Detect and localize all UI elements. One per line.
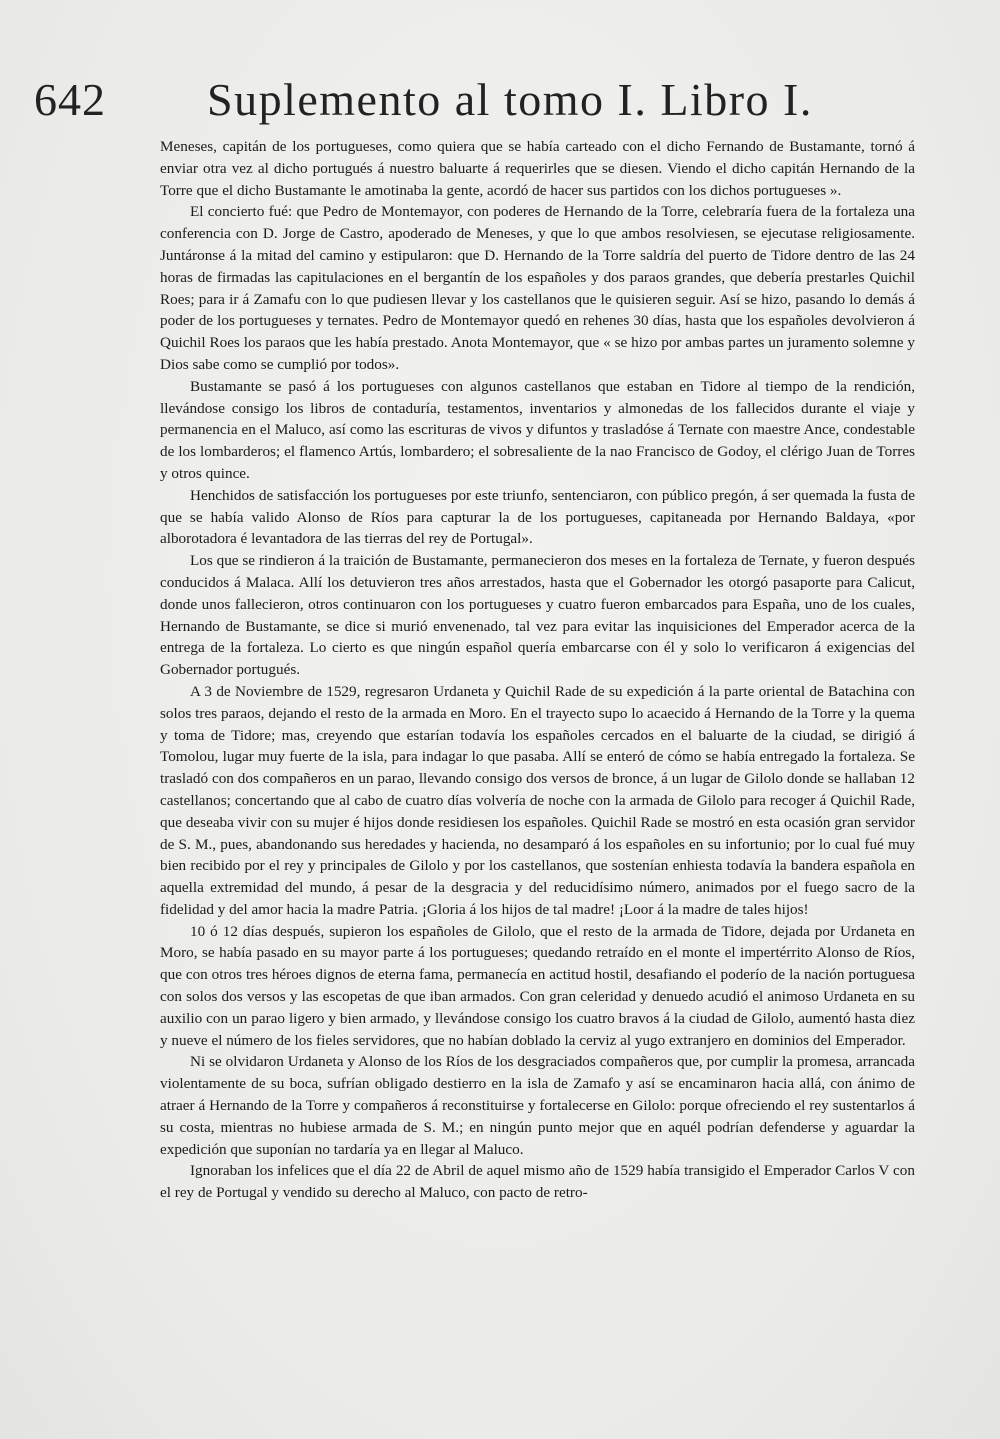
paragraph: El concierto fué: que Pedro de Montemayor, con poderes de Hernando de la Torre, celebraría fuera de la fortaleza una conferencia con D. Jorge de Castro, apoderado de Meneses, y que lo que ambos resolviesen, se ejecutase religiosamente. Juntáronse á la mitad del camino y estipularon: que D. Hernando de la Torre saldría del puerto de Tidore dentro de las 24 horas de firmadas las capitulaciones en el bergantín de los españoles y dos paraos grandes, que debería prestarles Quichil Roes; para ir á Zamafu con lo que pudiesen llevar y los castellanos que le quisieren seguir. Así se hizo, pasando lo demás á poder de los portugueses y ternates. Pedro de Montemayor quedó en rehenes 30 días, hasta que los españoles devolvieron á Quichil Roes los paraos que les había prestado. Anota Montemayor, que « se hizo por ambas partes un juramento solemne y Dios sabe como se cumplió por todos». [160, 203, 915, 373]
page-header [34, 72, 904, 132]
paragraph: 10 ó 12 días después, supieron los españoles de Gilolo, que el resto de la armada de Tidore, dejada por Urdaneta en Moro, se había pasado en su mayor parte á los portugueses; quedando retraído en el monte el impertérrito Alonso de Ríos, que con otros tres héroes dignos de eterna fama, permanecía en actitud hostil, desafiando el poderío de la nación portuguesa con solos dos versos y las escopetas de que iban armados. Con gran celeridad y denuedo acudió el animoso Urdaneta en su auxilio con un parao ligero y bien armado, y llevándose consigo los cuatro bravos á la ciudad de Gilolo, aumentó hasta diez y nueve el número de los fieles servidores, que no habían doblado la cerviz al yugo extranjero en dominios del Emperador. [160, 922, 915, 1049]
paragraph: Los que se rindieron á la traición de Bustamante, permanecieron dos meses en la fortaleza de Ternate, y fueron después conducidos á Malaca. Allí los detuvieron tres años arrestados, hasta que el Gobernador les otorgó pasaporte para Calicut, donde unos fallecieron, otros continuaron con los portugueses y cuatro fueron embarcados para España, uno de los cuales, Hernando de Bustamante, se dice si murió envenenado, tal vez para evitar las inquisiciones del Emperador acerca de la entrega de la fortaleza. Lo cierto es que ningún español quería embarcarse con él y solo lo verificaron á exigencias del Gobernador portugués. [160, 552, 915, 679]
page-number: 642 [34, 74, 106, 125]
paragraph: Bustamante se pasó á los portugueses con algunos castellanos que estaban en Tidore al tiempo de la rendición, llevándose consigo los libros de contaduría, testamentos, inventarios y almonedas de los fallecidos durante el viaje y permanencia en el Maluco, así como las escrituras de vivos y difuntos y trasladóse á Ternate con maestre Ance, condestable de los lombarderos; el flamenco Artús, lombardero; el sobresaliente de la nao Francisco de Godoy, el clérigo Juan de Torres y otros quince. [160, 377, 915, 482]
paragraph: A 3 de Noviembre de 1529, regresaron Urdaneta y Quichil Rade de su expedición á la parte oriental de Batachina con solos tres paraos, dejando el resto de la armada en Moro. En el trayecto supo lo acaecido á Hernando de la Torre y la quema y toma de Tidore; mas, creyendo que estarían todavía los españoles cercados en el baluarte de la ciudad, se dirigió á Tomolou, lugar muy fuerte de la isla, para indagar lo que pasaba. Allí se enteró de cómo se había entregado la fortaleza. Se trasladó con dos compañeros en un parao, llevando consigo dos versos de bronce, á un lugar de Gilolo donde se hallaban 12 castellanos; concertando que al cabo de cuatro días volvería de noche con la armada de Gilolo para recoger á Quichil Rade, que deseaba vivir con su mujer é hijos donde residiesen los españoles. Quichil Rade se mostró en esta ocasión gran servidor de S. M., pues, abandonando sus heredades y hacienda, no desamparó á los españoles en su infortunio; por lo cual fué muy bien recibido por el rey y principales de Gilolo y por los castellanos, que sostenían enhiesta todavía la bandera española en aquella extremidad del mundo, á pesar de la desgracia y del reducidísimo número, animados por el fuego sacro de la fidelidad y del amor hacia la madre Patria. ¡Gloria á los hijos de tal madre! ¡Loor á la madre de tales hijos! [160, 682, 915, 918]
body-text [160, 136, 915, 1204]
paragraph: Ignoraban los infelices que el día 22 de Abril de aquel mismo año de 1529 había transigido el Emperador Carlos V con el rey de Portugal y vendido su derecho al Maluco, con pacto de retro- [160, 1162, 915, 1202]
running-title: Suplemento al tomo I. Libro I. [207, 74, 813, 125]
paragraph: Henchidos de satisfacción los portugueses por este triunfo, sentenciaron, con público pregón, á ser quemada la fusta de que se había valido Alonso de Ríos para capturar la de los portugueses, capitaneada por Hernando Baldaya, «por alborotadora é levantadora de las tierras del rey de Portugal». [160, 486, 915, 548]
paragraph: Meneses, capitán de los portugueses, como quiera que se había carteado con el dicho Fernando de Bustamante, tornó á enviar otra vez al dicho portugués á nuestro baluarte á requerirles que se diesen. Viendo el dicho capitán Hernando de la Torre que el dicho Bustamante le amotinaba la gente, acordó de hacer sus partidos con los dichos portugueses ». [160, 138, 915, 199]
paragraph: Ni se olvidaron Urdaneta y Alonso de los Ríos de los desgraciados compañeros que, por cumplir la promesa, arrancada violentamente de su boca, sufrían obligado destierro en la isla de Zamafo y así se encaminaron hacia allá, con ánimo de atraer á Hernando de la Torre y compañeros á reconstituirse y fortalecerse en Gilolo: porque ofreciendo el rey sustentarlos á su costa, mientras no hubiese armada de S. M.; en ningún punto mejor que en aquél podrían defenderse y aguardar la expedición que suponían no tardaría ya en llegar al Maluco. [160, 1053, 915, 1158]
